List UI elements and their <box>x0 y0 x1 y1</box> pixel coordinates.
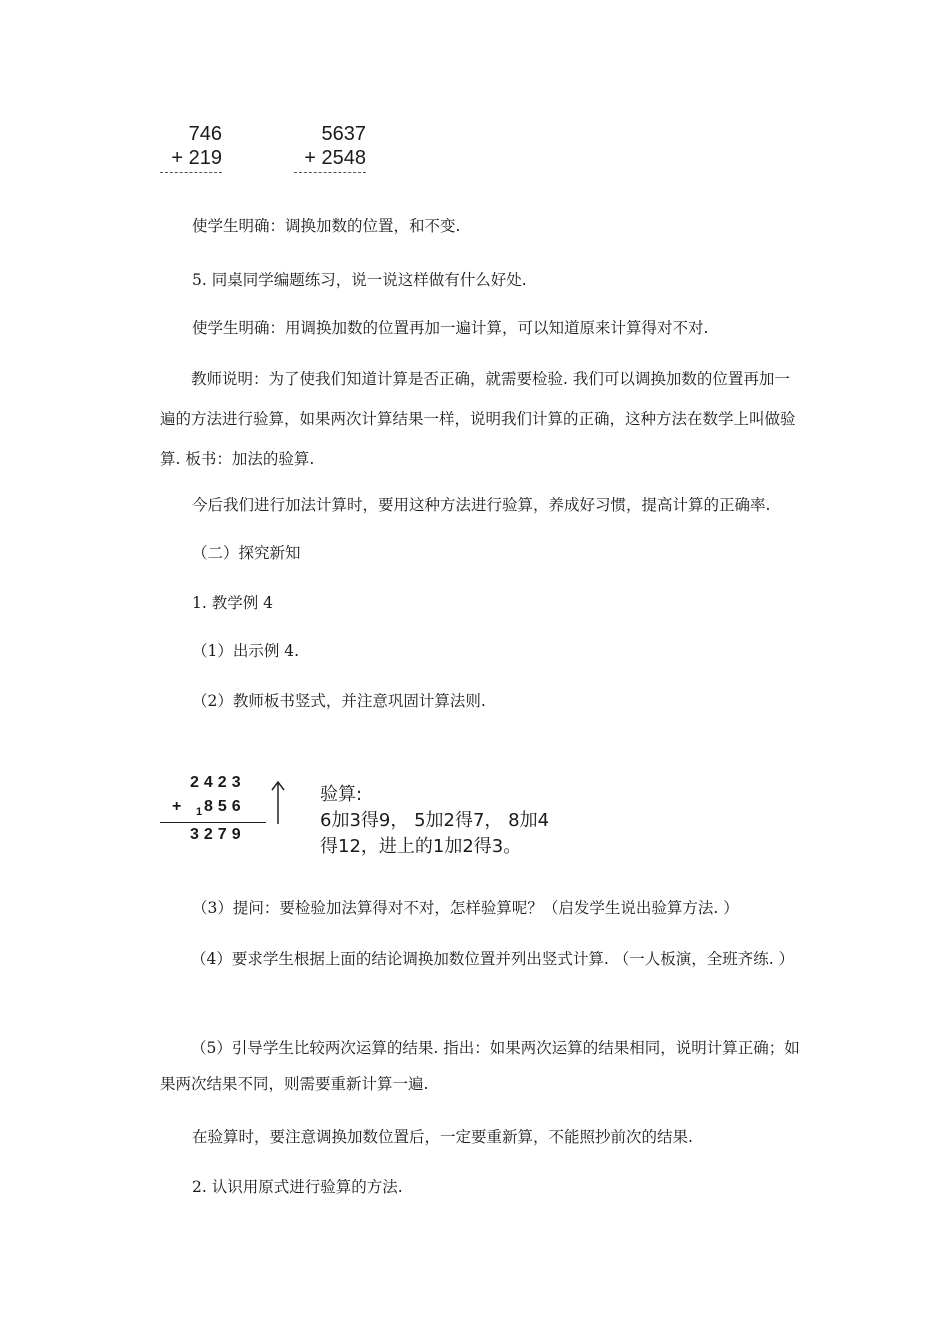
arrow-up-icon <box>270 780 286 826</box>
section-heading: （二）探究新知 <box>192 544 301 562</box>
paragraph-2: 5. 同桌同学编题练习，说一说这样做有什么好处. <box>192 271 527 289</box>
check-line-2: 得12，进上的1加2得3。 <box>320 836 522 857</box>
paragraph-7: 1. 教学例 4 <box>192 594 274 612</box>
paragraph-3: 使学生明确：用调换加数的位置再加一遍计算，可以知道原来计算得对不对. <box>192 319 709 337</box>
example-4-figure <box>158 770 618 857</box>
example-carry-digit: 1 <box>196 806 203 818</box>
addend-top: 746 <box>188 123 222 145</box>
vertical-addition-2 <box>294 122 366 173</box>
example-addend-bottom: 856 <box>204 798 246 815</box>
addend-bottom: + 2548 <box>304 147 366 169</box>
paragraph-11: （4）要求学生根据上面的结论调换加数位置并列出竖式计算. （一人板演，全班齐练. ） <box>191 950 795 968</box>
paragraph-5: 今后我们进行加法计算时，要用这种方法进行验算，养成好习惯，提高计算的正确率. <box>192 496 771 514</box>
paragraph-4: 教师说明：为了使我们知道计算是否正确，就需要检验. 我们可以调换加数的位置再加一遍的方法进行验算，如果两次计算结果一样，说明我们计算的正确，这种方法在数学上叫做验算. 板书：加法的验算. <box>160 370 796 468</box>
example-sum: 3279 <box>190 826 246 843</box>
paragraph-13: 在验算时，要注意调换加数位置后，一定要重新算，不能照抄前次的结果. <box>192 1128 693 1146</box>
paragraph-8: （1）出示例 4. <box>192 642 300 660</box>
example-plus-sign: + <box>172 798 187 815</box>
addend-top: 5637 <box>321 123 366 145</box>
check-line-1: 6加3得9， 5加2得7， 8加4 <box>320 810 550 831</box>
paragraph-10: （3）提问：要检验加法算得对不对，怎样验算呢？（启发学生说出验算方法. ） <box>192 899 739 917</box>
example-addend-top: 2423 <box>190 774 246 791</box>
paragraph-14: 2. 认识用原式进行验算的方法. <box>192 1178 403 1196</box>
sum-rule <box>160 172 222 173</box>
sum-rule <box>294 172 366 173</box>
addend-bottom: + 219 <box>171 147 222 169</box>
paragraph-1: 使学生明确：调换加数的位置，和不变. <box>192 217 461 235</box>
check-title: 验算: <box>320 784 363 805</box>
paragraph-9: （2）教师板书竖式，并注意巩固计算法则. <box>192 692 486 710</box>
vertical-addition-1 <box>160 122 222 173</box>
paragraph-12: （5）引导学生比较两次运算的结果. 指出：如果两次运算的结果相同，说明计算正确；如果两次结果不同，则需要重新计算一遍. <box>160 1039 800 1093</box>
example-sum-line <box>160 822 266 823</box>
